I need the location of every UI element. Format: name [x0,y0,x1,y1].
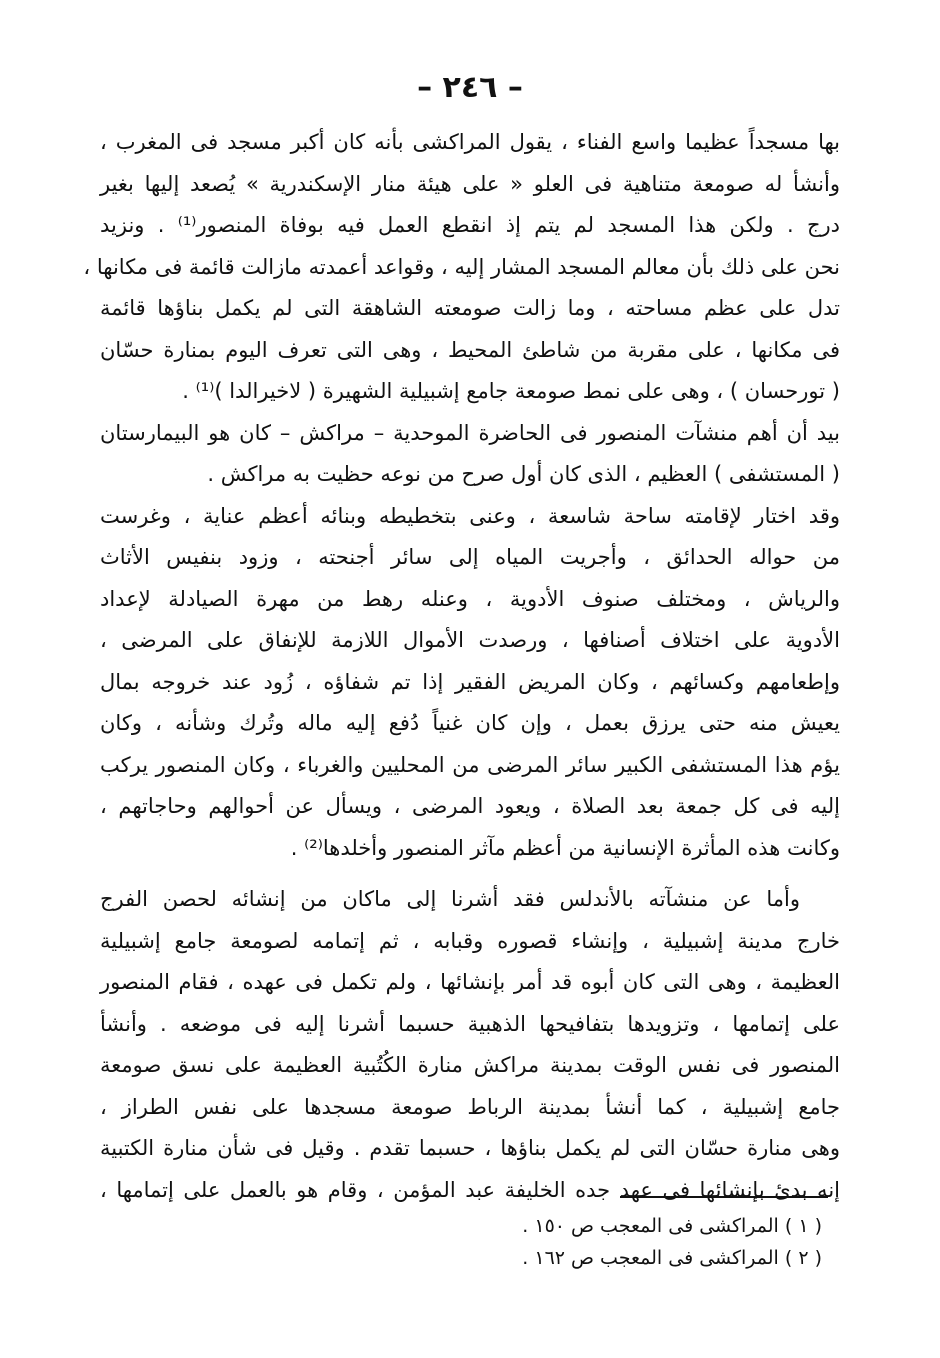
page-number: – ٢٤٦ – [417,70,523,105]
text-line: والرياش ، ومختلف صنوف الأدوية ، وعنله رهط من مهرة الصيادلة لإعداد [100,586,840,611]
text-line: إنه بدئ بإنشائها فى عهد جده الخليفة عبد المؤمن ، وقام هو بالعمل على إتمامها ، [100,1177,840,1202]
footnote-1: ( ١ ) المراكشى فى المعجب ص ١٥٠ . [522,1215,822,1237]
text-line: وهى منارة حسّان التى لم يكمل بناؤها ، حسبما تقدم . وقيل فى شأن منارة الكتبية [100,1136,840,1160]
text-line: المنصور فى نفس الوقت بمدينة مراكش منارة الكُتُبية العظيمة على نسق صومعة [100,1053,840,1077]
text-line: وأنشأ له صومعة متناهية فى العلو « على هيئة منار الإسكندرية » يُصعد إليها بغير [100,171,840,196]
text-line: إليه فى كل جمعة بعد الصلاة ، ويعود المرضى ، ويسأل عن أحوالهم وحاجاتهم ، [100,794,840,818]
text-line: جامع إشبيلية ، كما أنشأ بمدينة الرباط صومعة مسجدها على نفس الطراز ، [100,1094,840,1119]
paragraph-spacer [100,869,840,879]
text-line: درج . ولكن هذا المسجد لم يتم إذ انقطع العمل فيه بوفاة المنصور⁽¹⁾ . ونزيد [100,213,840,237]
text-line: ( المستشفى ) العظيم ، الذى كان أول صرح من نوعه حظيت به مراكش . [207,462,840,486]
text-line: فى مكانها ، على مقربة من شاطئ المحيط ، وهى التى تعرف اليوم بمنارة حسّان [100,337,840,362]
text-line: بيد أن أهم منشآت المنصور فى الحاضرة الموحدية – مراكش – كان هو البيمارستان [100,420,840,445]
paragraph-2 [100,413,840,870]
text-line: وإطعامهم وكسائهم ، وكان المريض الفقير إذا تم شفاؤه ، زُود عند خروجه بمال [100,669,840,694]
text-line: من حواله الحدائق ، وأجريت المياه إلى سائر أجنحته ، وزود بنفيس الأثاث [100,545,840,569]
text-line: وأما عن منشآته بالأندلس فقد أشرنا إلى ماكان من إنشائه لحصن الفرج [100,887,800,911]
text-line: خارج مدينة إشبيلية ، وإنشاء قصوره وقبابه ، ثم إتمامه لصومعة جامع إشبيلية [100,928,840,953]
footnotes [222,1210,822,1274]
text-line: وكانت هذه المأثرة الإنسانية من أعظم مآثر المنصور وأخلدها⁽²⁾ . [290,835,840,860]
text-line: وقد اختار لإقامته ساحة شاسعة ، وعنى بتخطيطه وبنائه أعظم عناية ، وغرست [100,503,840,528]
text-line: يعيش منه حتى يرزق بعمل ، وإن كان غنياً دُفع إليه ماله وتُرك وشأنه ، وكان [100,711,840,735]
paragraph-3 [100,879,840,1211]
text-line: على إتمامها ، وتزويدها بتفافيحها الذهبية حسبما أشرنا إليه فى موضعه . وأنشأ [100,1011,840,1036]
text-line: يؤم هذا المستشفى الكبير سائر المرضى من المحليين والغرباء ، وكان المنصور يركب [100,752,840,777]
text-line: ( تورحسان ) ، وهى على نمط صومعة جامع إشبيلية الشهيرة ( لاخيرالدا )⁽¹⁾ . [182,379,840,403]
text-line: بها مسجداً عظيما واسع الفناء ، يقول المراكشى بأنه كان أكبر مسجد فى المغرب ، [100,130,840,154]
paragraph-1 [83,122,840,413]
footnote-2: ( ٢ ) المراكشى فى المعجب ص ١٦٢ . [522,1247,822,1269]
text-line: العظيمة ، وهى التى كان أبوه قد أمر بإنشائها ، ولم تكمل فى عهده ، فقام المنصور [100,970,840,994]
text-line: نحن على ذلك بأن معالم المسجد المشار إليه ، وقواعد أعمدته مازالت قائمة فى مكانها ، [83,254,840,279]
text-line: تدل على عظم مساحته ، وما زالت صومعته الشاهقة التى لم يكمل بناؤها قائمة [100,296,840,320]
footnote-divider [620,1196,828,1198]
body-text [83,122,840,1211]
text-line: الأدوية على اختلاف أصنافها ، ورصدت الأموال اللازمة للإنفاق على المرضى ، [100,628,840,652]
